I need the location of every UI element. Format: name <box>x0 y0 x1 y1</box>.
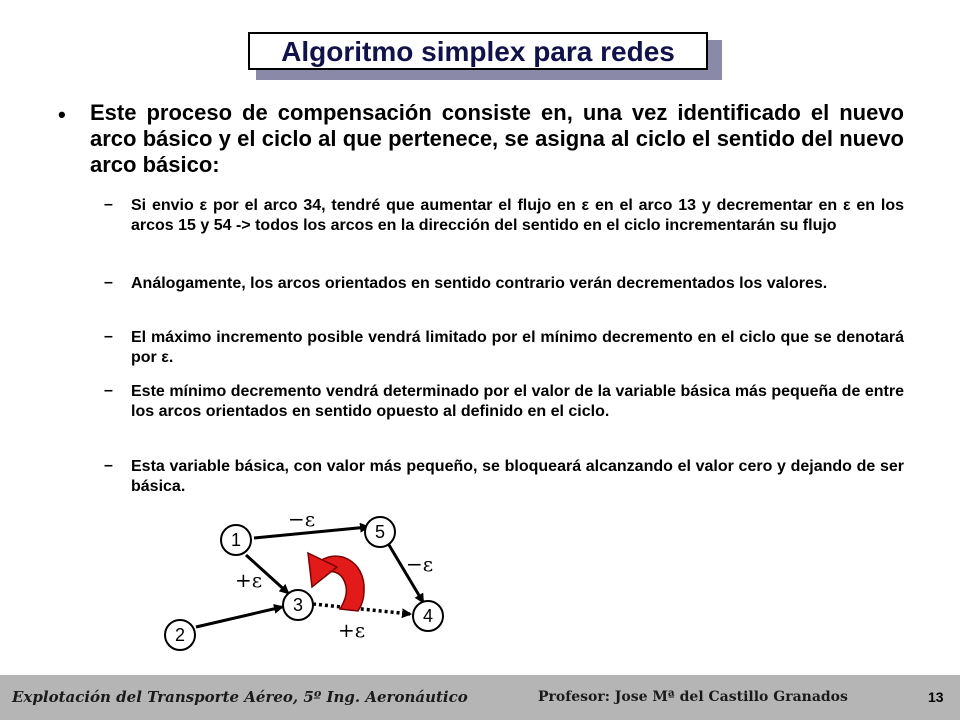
sub-bullet-text: Este mínimo decremento vendrá determinado por el valor de la variable básica más pequeña de entre los arcos orientados en sentido opuesto al definido en el ciclo. <box>131 383 904 420</box>
main-bullet <box>58 100 904 178</box>
label-arc-1-3: +ε <box>235 568 263 592</box>
node-1: 1 <box>220 524 252 556</box>
arc-2-3 <box>196 607 282 627</box>
label-arc-3-4: +ε <box>338 618 366 642</box>
sub-bullet-text: Esta variable básica, con valor más pequeño, se bloqueará alcanzando el valor cero y dejando de ser básica. <box>131 458 904 495</box>
sub-bullet-marker: – <box>104 196 113 213</box>
sub-bullet-text: El máximo incremento posible vendrá limitado por el mínimo decremento en el ciclo que se denotará por ε. <box>131 329 904 366</box>
title-box <box>248 32 708 70</box>
main-bullet-text: Este proceso de compensación consiste en, una vez identificado el nuevo arco básico y el ciclo al que pertenece, se asigna al ciclo el sentido del nuevo arco básico: <box>90 100 904 177</box>
sub-bullet-text: Análogamente, los arcos orientados en sentido contrario verán decrementados los valores. <box>131 275 828 292</box>
node-3: 3 <box>282 589 314 621</box>
label-arc-1-5: −ε <box>288 507 316 531</box>
slide-title: Algoritmo simplex para redes <box>281 36 675 67</box>
page-number: 13 <box>928 689 944 705</box>
sub-bullet-marker: – <box>104 328 113 345</box>
node-4: 4 <box>412 600 444 632</box>
label-arc-5-4: −ε <box>406 552 434 576</box>
sub-bullet-1 <box>104 196 904 236</box>
sub-bullet-5 <box>104 457 904 497</box>
network-diagram <box>140 505 460 665</box>
sub-bullet-marker: – <box>104 382 113 399</box>
sub-bullet-2 <box>104 274 904 294</box>
sub-bullet-marker: – <box>104 457 113 474</box>
sub-bullet-text: Si envio ε por el arco 34, tendré que aumentar el flujo en ε en el arco 13 y decrementar en ε en los arcos 15 y 54 -> todos los arcos en la dirección del sentido en el ciclo incrementarán su flujo <box>131 197 904 234</box>
sub-bullet-4 <box>104 382 904 422</box>
footer-course: Explotación del Transporte Aéreo, 5º Ing. Aeronáutico <box>12 688 468 706</box>
footer-professor: Profesor: Jose Mª del Castillo Granados <box>538 689 848 705</box>
node-2: 2 <box>164 619 196 651</box>
bullet-marker: • <box>58 102 66 127</box>
sub-bullet-3 <box>104 328 904 368</box>
sub-bullet-marker: – <box>104 274 113 291</box>
curved-arrow-icon <box>308 553 364 611</box>
node-5: 5 <box>364 516 396 548</box>
